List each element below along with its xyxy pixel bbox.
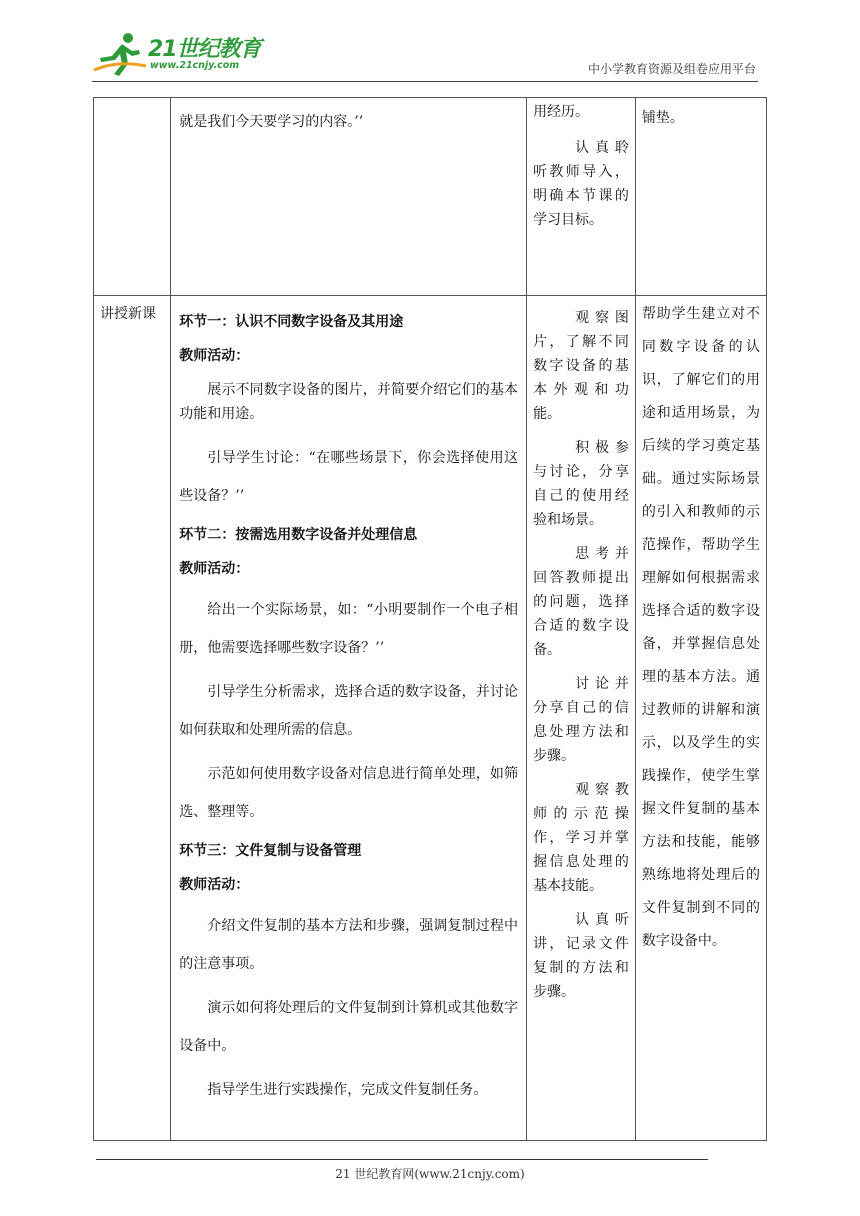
- design-intent-cell: [635, 296, 766, 1141]
- header-divider: [92, 81, 758, 82]
- section-heading: 环节三：文件复制与设备管理: [179, 843, 362, 859]
- student-text: 积极参与讨论，分享自己的使用经验和场景。: [533, 440, 629, 528]
- student-text: 观察教师的示范操作，学习并掌握信息处理的基本技能。: [533, 782, 629, 894]
- platform-title: 中小学教育资源及组卷应用平台: [587, 62, 756, 76]
- design-intent-cell: [635, 98, 766, 296]
- footer-divider: [96, 1159, 708, 1160]
- activity-item: 引导学生分析需求，选择合适的数字设备，并讨论如何获取和处理所需的信息。: [179, 684, 519, 738]
- student-text: 认真听讲，记录文件复制的方法和步骤。: [533, 912, 629, 1000]
- section-subheading: 教师活动：: [179, 561, 250, 577]
- student-text: 观察图片，了解不同数字设备的基本外观和功能。: [533, 310, 629, 422]
- activity-item: 给出一个实际场景，如：“小明要制作一个电子相册，他需要选择哪些数字设备？’’: [179, 602, 519, 656]
- intent-text: 铺垫。: [641, 110, 684, 126]
- activity-item: 展示不同数字设备的图片，并简要介绍它们的基本功能和用途。: [179, 382, 519, 422]
- stage-cell: 讲授新课: [94, 296, 171, 1141]
- section-subheading: 教师活动：: [179, 348, 250, 364]
- table-row: [94, 98, 767, 296]
- table-row: [94, 296, 767, 1141]
- activity-item: 指导学生进行实践操作，完成文件复制任务。: [207, 1082, 488, 1098]
- activity-item: 示范如何使用数字设备对信息进行简单处理，如筛选、整理等。: [179, 766, 519, 820]
- teacher-activity-cell: [171, 296, 527, 1141]
- logo-text: 21世纪教育: [148, 37, 261, 62]
- lesson-plan-table: [93, 97, 767, 1141]
- activity-item: 介绍文件复制的基本方法和步骤，强调复制过程中的注意事项。: [179, 918, 519, 972]
- section-subheading: 教师活动：: [179, 877, 250, 893]
- student-text: 用经历。: [533, 104, 590, 120]
- teacher-activity-cell: [171, 98, 527, 296]
- student-activity-cell: [527, 98, 636, 296]
- page-header: [0, 0, 860, 90]
- section-heading: 环节二：按需选用数字设备并处理信息: [179, 527, 418, 543]
- student-text: 讨论并分享自己的信息处理方法和步骤。: [533, 676, 629, 764]
- logo-url: www.21cnjy.com: [150, 60, 240, 71]
- stage-cell: [94, 98, 171, 296]
- activity-item: 引导学生讨论：“在哪些场景下，你会选择使用这些设备？’’: [179, 450, 519, 504]
- student-activity-cell: [527, 296, 636, 1141]
- activity-item: 演示如何将处理后的文件复制到计算机或其他数字设备中。: [179, 1000, 519, 1054]
- intent-text: 帮助学生建立对不同数字设备的认识，了解它们的用途和适用场景，为后续的学习奠定基础。通过实际场景的引入和教师的示范操作，帮助学生理解如何根据需求选择合适的数字设备，并掌握信息处理的基本方法。通过教师的讲解和演示，以及学生的实践操作，使学生掌握文件复制的基本方法和技能，能够熟练地将处理后的文件复制到不同的数字设备中。: [641, 306, 760, 949]
- page-footer: 21 世纪教育网(www.21cnjy.com): [335, 1167, 525, 1181]
- site-logo: [92, 30, 262, 80]
- student-text: 思考并回答教师提出的问题，选择合适的数字设备。: [533, 546, 629, 658]
- runner-icon: [92, 30, 148, 78]
- teacher-text: 就是我们今天要学习的内容。’’: [179, 114, 364, 130]
- student-text: 认真聆听教师导入，明确本节课的学习目标。: [533, 140, 629, 228]
- section-heading: 环节一：认识不同数字设备及其用途: [179, 314, 404, 330]
